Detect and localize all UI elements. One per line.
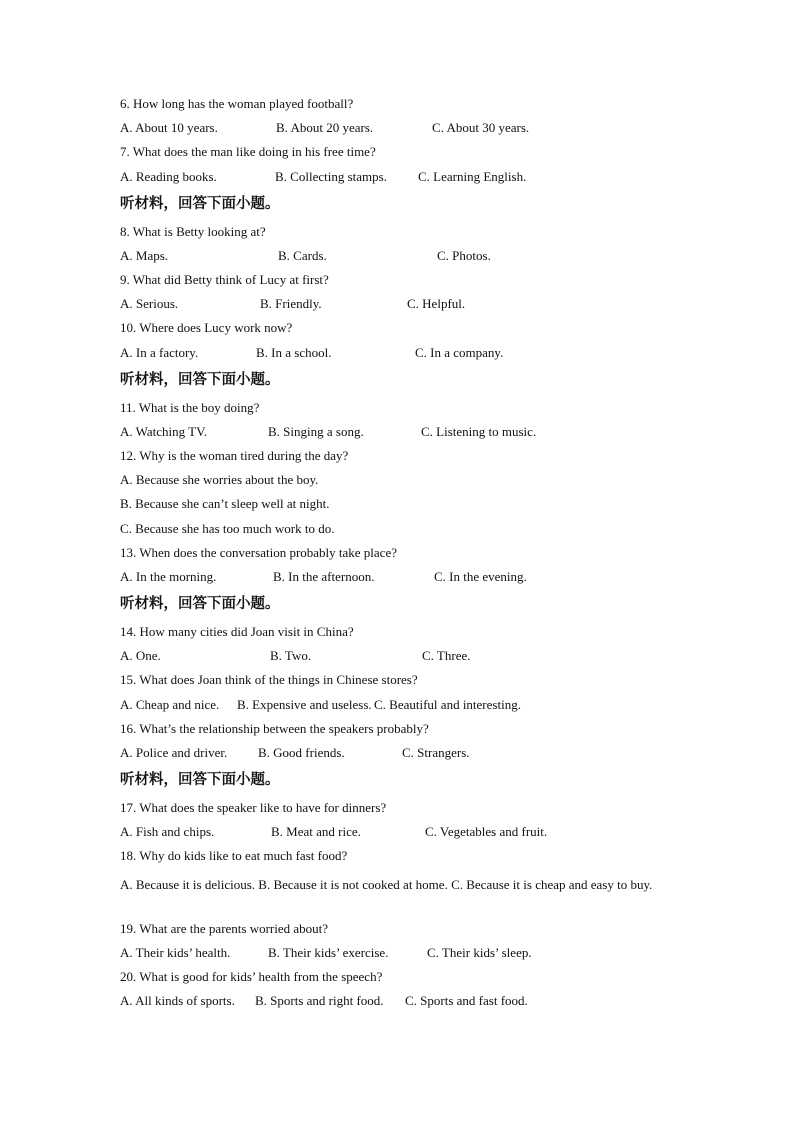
answer-option: B. Cards. [278, 248, 327, 263]
section-heading: 听材料，回答下面小题。 [120, 372, 280, 388]
question-text: 14. How many cities did Joan visit in China? [120, 624, 354, 639]
question-text: 17. What does the speaker like to have for dinners? [120, 800, 387, 815]
question-text: 13. When does the conversation probably take place? [120, 545, 397, 560]
answer-options-wrapped: A. Because it is delicious. B. Because it is not cooked at home. C. Because it is cheap and easy to buy. [120, 877, 653, 892]
question-text: 9. What did Betty think of Lucy at first? [120, 272, 329, 287]
answer-option: C. Strangers. [402, 745, 470, 760]
answer-option: C. Their kids’ sleep. [427, 945, 532, 960]
answer-option: A. Cheap and nice. [120, 697, 220, 712]
answer-option: C. In the evening. [434, 569, 527, 584]
answer-option: B. Their kids’ exercise. [268, 945, 389, 960]
section-heading: 听材料，回答下面小题。 [120, 196, 280, 212]
section-heading: 听材料，回答下面小题。 [120, 772, 280, 788]
answer-option: B. Sports and right food. [255, 993, 384, 1008]
question-text: 8. What is Betty looking at? [120, 224, 266, 239]
answer-option: A. Reading books. [120, 169, 217, 184]
question-text: 20. What is good for kids’ health from the speech? [120, 969, 383, 984]
answer-option: C. Helpful. [407, 296, 466, 311]
answer-option: C. Sports and fast food. [405, 993, 528, 1008]
answer-option: B. Expensive and useless. [237, 697, 372, 712]
answer-option: A. All kinds of sports. [120, 993, 235, 1008]
section-heading: 听材料，回答下面小题。 [120, 596, 280, 612]
question-text: 6. How long has the woman played football? [120, 96, 354, 111]
answer-option: B. About 20 years. [276, 120, 374, 135]
question-text: B. Because she can’t sleep well at night. [120, 496, 330, 511]
question-text: 18. Why do kids like to eat much fast food? [120, 848, 348, 863]
answer-option: B. In the afternoon. [273, 569, 375, 584]
answer-option: C. Photos. [437, 248, 491, 263]
question-text: A. Because she worries about the boy. [120, 472, 319, 487]
answer-option: C. Beautiful and interesting. [374, 697, 521, 712]
answer-option: C. Three. [422, 648, 471, 663]
question-text: C. Because she has too much work to do. [120, 521, 335, 536]
answer-option: A. One. [120, 648, 161, 663]
answer-option: C. Listening to music. [421, 424, 537, 439]
answer-option: A. Police and driver. [120, 745, 228, 760]
answer-option: B. In a school. [256, 345, 332, 360]
answer-option: C. About 30 years. [432, 120, 530, 135]
answer-option: B. Singing a song. [268, 424, 364, 439]
question-text: 12. Why is the woman tired during the day? [120, 448, 349, 463]
answer-option: B. Friendly. [260, 296, 322, 311]
answer-option: B. Meat and rice. [271, 824, 361, 839]
answer-option: C. Vegetables and fruit. [425, 824, 548, 839]
question-text: 19. What are the parents worried about? [120, 921, 329, 936]
answer-option: B. Good friends. [258, 745, 345, 760]
question-text: 11. What is the boy doing? [120, 400, 260, 415]
question-text: 10. Where does Lucy work now? [120, 320, 293, 335]
answer-option: A. Fish and chips. [120, 824, 215, 839]
answer-option: B. Two. [270, 648, 312, 663]
answer-option: A. In a factory. [120, 345, 199, 360]
answer-option: B. Collecting stamps. [275, 169, 387, 184]
answer-option: C. In a company. [415, 345, 504, 360]
answer-option: A. Serious. [120, 296, 179, 311]
question-text: 16. What’s the relationship between the speakers probably? [120, 721, 429, 736]
answer-option: A. Watching TV. [120, 424, 208, 439]
answer-option: A. Their kids’ health. [120, 945, 231, 960]
answer-option: A. Maps. [120, 248, 169, 263]
answer-option: A. About 10 years. [120, 120, 218, 135]
answer-option: A. In the morning. [120, 569, 217, 584]
answer-option: C. Learning English. [418, 169, 527, 184]
question-text: 15. What does Joan think of the things in Chinese stores? [120, 672, 418, 687]
question-text: 7. What does the man like doing in his free time? [120, 144, 376, 159]
